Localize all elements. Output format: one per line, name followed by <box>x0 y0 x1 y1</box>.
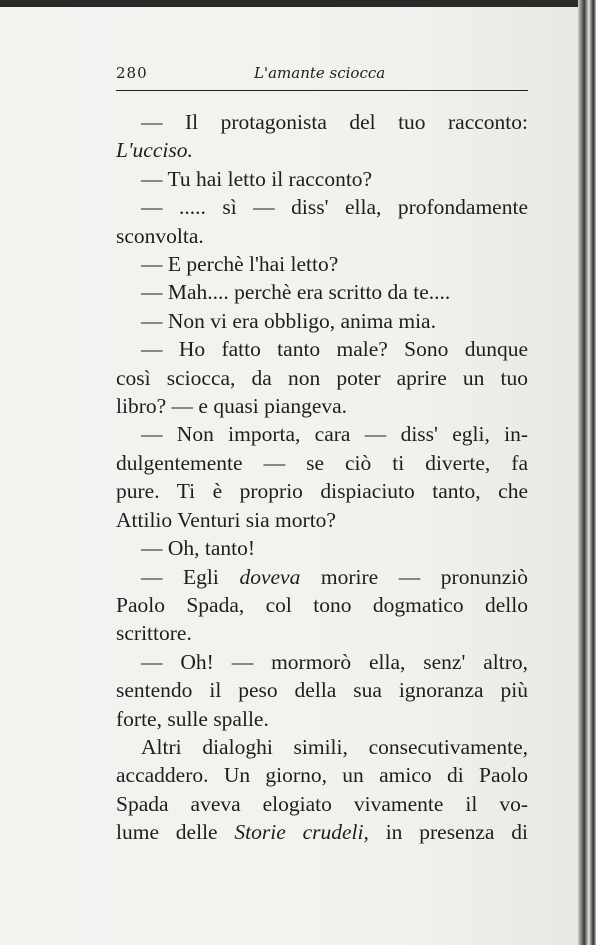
text-segment: morire — pronunziò <box>300 564 528 589</box>
text-line <box>116 193 528 221</box>
text-segment: forte, sulle spalle. <box>116 706 269 731</box>
text-segment: — Mah.... perchè era scritto da te.... <box>141 280 451 305</box>
text-segment: — Ho fatto tanto male? Sono dunque <box>141 337 528 362</box>
italic-text: Storie crudeli <box>234 820 364 845</box>
text-line <box>116 136 528 164</box>
text-segment: libro? — e quasi piangeva. <box>116 394 348 419</box>
text-segment: lume delle <box>116 820 235 845</box>
header-rule <box>116 90 528 91</box>
text-line <box>116 591 528 619</box>
text-line <box>116 761 528 789</box>
italic-text: doveva <box>239 564 301 589</box>
text-segment: Attilio Venturi sia morto? <box>116 507 336 532</box>
text-segment: scrittore. <box>116 621 192 646</box>
text-segment: pure. Ti è proprio dispiaciuto tanto, che <box>116 479 528 504</box>
text-line <box>116 733 528 761</box>
text-segment: — Egli <box>141 564 240 589</box>
text-line <box>116 307 528 335</box>
text-line <box>116 648 528 676</box>
text-line <box>116 364 528 392</box>
text-line <box>116 250 528 278</box>
page-number: 280 <box>116 64 148 82</box>
text-line <box>116 420 528 448</box>
book-spine <box>578 0 596 945</box>
text-line <box>116 705 528 733</box>
text-segment: , in presenza di <box>363 820 528 845</box>
text-line <box>116 165 528 193</box>
text-line <box>116 335 528 363</box>
text-line <box>116 222 528 250</box>
text-segment: — Non importa, cara — diss' egli, in- <box>141 422 528 447</box>
text-line <box>116 506 528 534</box>
running-title: L'amante sciocca <box>254 64 386 82</box>
text-segment: accaddero. Un giorno, un amico di Paolo <box>116 763 528 788</box>
text-segment: così sciocca, da non poter aprire un tuo <box>116 365 528 390</box>
text-segment: Paolo Spada, col tono dogmatico dello <box>116 592 528 617</box>
text-segment: — Oh! — mormorò ella, senz' altro, <box>141 649 528 674</box>
text-line <box>116 392 528 420</box>
text-line <box>116 563 528 591</box>
text-segment: — Tu hai letto il racconto? <box>141 166 373 191</box>
text-line <box>116 619 528 647</box>
text-segment: — ..... sì — diss' ella, profondamente <box>141 195 528 220</box>
page-header <box>116 60 528 90</box>
text-line <box>116 278 528 306</box>
text-segment: sentendo il peso della sua ignoranza più <box>116 678 528 703</box>
text-segment: — Il protagonista del tuo racconto: <box>141 110 528 134</box>
page-top-edge <box>0 0 596 7</box>
body-text <box>116 108 528 847</box>
text-line <box>116 449 528 477</box>
text-segment: dulgentemente — se ciò ti diverte, fa <box>116 450 528 475</box>
text-line <box>116 790 528 818</box>
text-segment: sconvolta. <box>116 223 204 248</box>
text-segment: — E perchè l'hai letto? <box>141 252 339 277</box>
text-segment: — Non vi era obbligo, anima mia. <box>141 308 436 333</box>
text-line <box>116 477 528 505</box>
text-line <box>116 534 528 562</box>
text-segment: Altri dialoghi simili, consecutivamente, <box>141 734 528 759</box>
text-line <box>116 818 528 846</box>
text-segment: — Oh, tanto! <box>141 536 256 561</box>
text-line <box>116 108 528 136</box>
text-segment: Spada aveva elogiato vivamente il vo- <box>116 791 528 816</box>
text-line <box>116 676 528 704</box>
italic-text: L'ucciso. <box>116 138 193 163</box>
